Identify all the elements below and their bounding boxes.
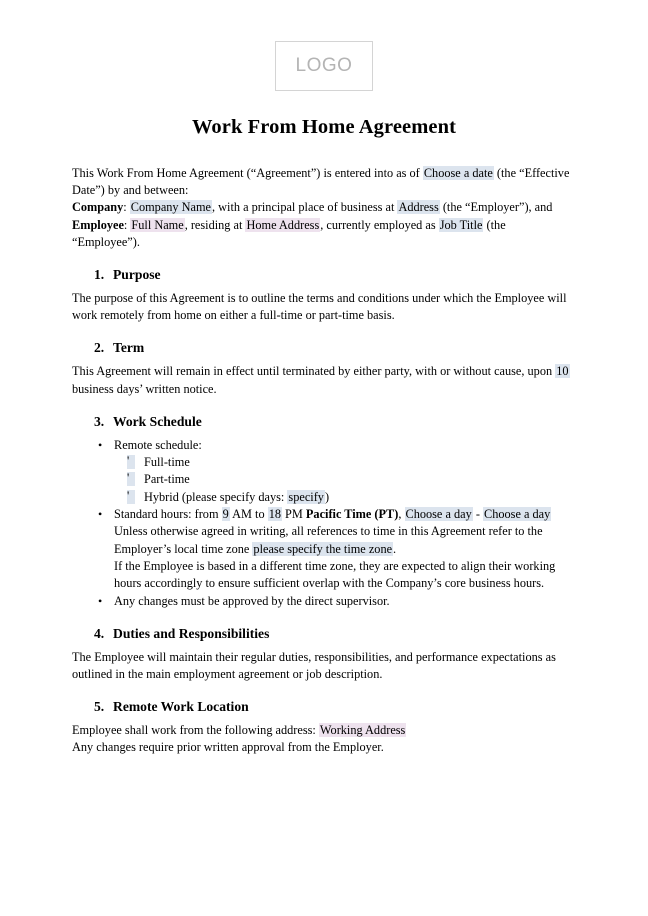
section-heading-purpose (72, 266, 576, 283)
working-address-field[interactable]: Working Address (319, 723, 406, 738)
employee-text-4: (the “Employee”). (72, 217, 506, 249)
start-hour-field[interactable]: 9 (222, 507, 229, 522)
employee-text-1: : (123, 217, 131, 232)
day-to-field[interactable]: Choose a day (484, 507, 551, 522)
list-item-remote-schedule (72, 437, 576, 506)
checkbox-label-part-time: Part-time (144, 472, 190, 487)
company-text-2: , with a principal place of business at (212, 200, 398, 215)
standard-hours-line2-wrap (114, 523, 576, 558)
logo-placeholder-box[interactable] (275, 41, 373, 91)
remote-schedule-label: Remote schedule: (114, 437, 202, 452)
bullet-icon: • (98, 593, 103, 608)
standard-hours-text-5: - (472, 507, 484, 522)
section-title-2: Term (113, 340, 145, 356)
intro-text-1: This Work From Home Agreement (“Agreement”) is entered into as of (72, 166, 423, 180)
checkbox-label-hybrid-2: ) (324, 489, 330, 504)
employee-label: Employee (72, 217, 124, 232)
remote-location-text-1: Employee shall work from the following address: (72, 723, 319, 738)
company-text-3: (the “Employer”), and (439, 200, 553, 215)
logo-placeholder-text: LOGO (295, 55, 353, 76)
company-name-field[interactable]: Company Name (130, 200, 212, 215)
term-text-2: business days’ written notice. (72, 381, 217, 396)
standard-hours-text-1: Standard hours: from (114, 507, 222, 522)
standard-hours-text-4: , (398, 507, 405, 522)
section-heading-duties (72, 625, 576, 642)
checkbox-item-full-time[interactable] (114, 454, 576, 471)
checkbox-icon[interactable]: ' (127, 472, 135, 486)
section-body-term (72, 363, 576, 397)
employee-full-name-field[interactable]: Full Name (131, 217, 184, 232)
timezone-label-bold: Pacific Time (PT) (305, 507, 399, 522)
section-title-4: Duties and Responsibilities (113, 625, 270, 641)
section-heading-work-schedule (72, 413, 576, 430)
timezone-specify-field[interactable]: please specify the time zone (253, 541, 393, 556)
day-from-field[interactable]: Choose a day (405, 507, 472, 522)
section-body-remote-work-location (72, 722, 576, 739)
section-number-2: 2. (94, 340, 105, 356)
checkbox-label-full-time: Full-time (144, 455, 190, 470)
bullet-icon: • (98, 507, 103, 522)
company-address-field[interactable]: Address (398, 200, 439, 215)
employee-text-3: , currently employed as (320, 217, 439, 232)
standard-hours-line2: Unless otherwise agreed in writing, all references to time in this Agreement refer to the Employer’s local time zone (114, 524, 543, 556)
checkbox-label-hybrid-1: Hybrid (please specify days: (144, 489, 288, 504)
section-number-4: 4. (94, 625, 105, 641)
company-text-1: : (123, 200, 130, 215)
standard-hours-text-3: PM (281, 507, 306, 522)
effective-date-field[interactable]: Choose a date (423, 166, 493, 180)
remote-location-line2: Any changes require prior written approval from the Employer. (72, 740, 384, 755)
changes-approval-text: Any changes must be approved by the direct supervisor. (114, 593, 390, 608)
section-number-3: 3. (94, 413, 105, 429)
checkbox-item-part-time[interactable] (114, 471, 576, 488)
section-number-5: 5. (94, 699, 105, 715)
section-title-5: Remote Work Location (113, 699, 249, 715)
list-item-changes-approval (72, 593, 576, 610)
employee-home-address-field[interactable]: Home Address (246, 217, 320, 232)
checkbox-item-hybrid[interactable] (114, 489, 576, 506)
standard-hours-text-2: AM to (229, 507, 268, 522)
section-heading-remote-work-location (72, 698, 576, 715)
remote-schedule-checkbox-list (114, 454, 576, 506)
logo-container (0, 0, 648, 91)
employee-text-2: , residing at (184, 217, 246, 232)
standard-hours-line3: If the Employee is based in a different time zone, they are expected to align their working hours accordingly to ensure sufficient overlap with the Company’s core business hours. (114, 558, 556, 591)
employee-job-title-field[interactable]: Job Title (439, 217, 483, 232)
section-title-3: Work Schedule (113, 413, 202, 429)
checkbox-icon[interactable]: ' (127, 490, 135, 504)
hybrid-days-specify-field[interactable]: specify (288, 489, 324, 504)
work-schedule-list (72, 437, 576, 610)
bullet-icon: • (98, 437, 103, 452)
employee-paragraph (72, 217, 576, 251)
section-body-duties: The Employee will maintain their regular duties, responsibilities, and performance expectations as outlined in the main employment agreement or job description. (72, 649, 556, 681)
company-label: Company (72, 200, 124, 215)
section-title-1: Purpose (113, 267, 161, 283)
intro-text-2: (the “Effective Date”) by and between: (72, 166, 570, 198)
section-body-purpose: The purpose of this Agreement is to outline the terms and conditions under which the Employee will work remotely from home on either a full-time or part-time basis. (72, 291, 567, 323)
company-paragraph (72, 199, 576, 216)
section-number-1: 1. (94, 267, 105, 283)
section-heading-term (72, 339, 576, 356)
document-body (0, 165, 648, 757)
standard-hours-line2-end: . (393, 541, 397, 556)
end-hour-field[interactable]: 18 (268, 507, 281, 522)
document-title: Work From Home Agreement (191, 116, 457, 138)
checkbox-icon[interactable]: ' (127, 455, 135, 469)
notice-days-field[interactable]: 10 (556, 364, 569, 379)
intro-paragraph (72, 165, 576, 199)
term-text-1: This Agreement will remain in effect until terminated by either party, with or without cause, upon (72, 364, 556, 379)
list-item-standard-hours (72, 506, 576, 592)
